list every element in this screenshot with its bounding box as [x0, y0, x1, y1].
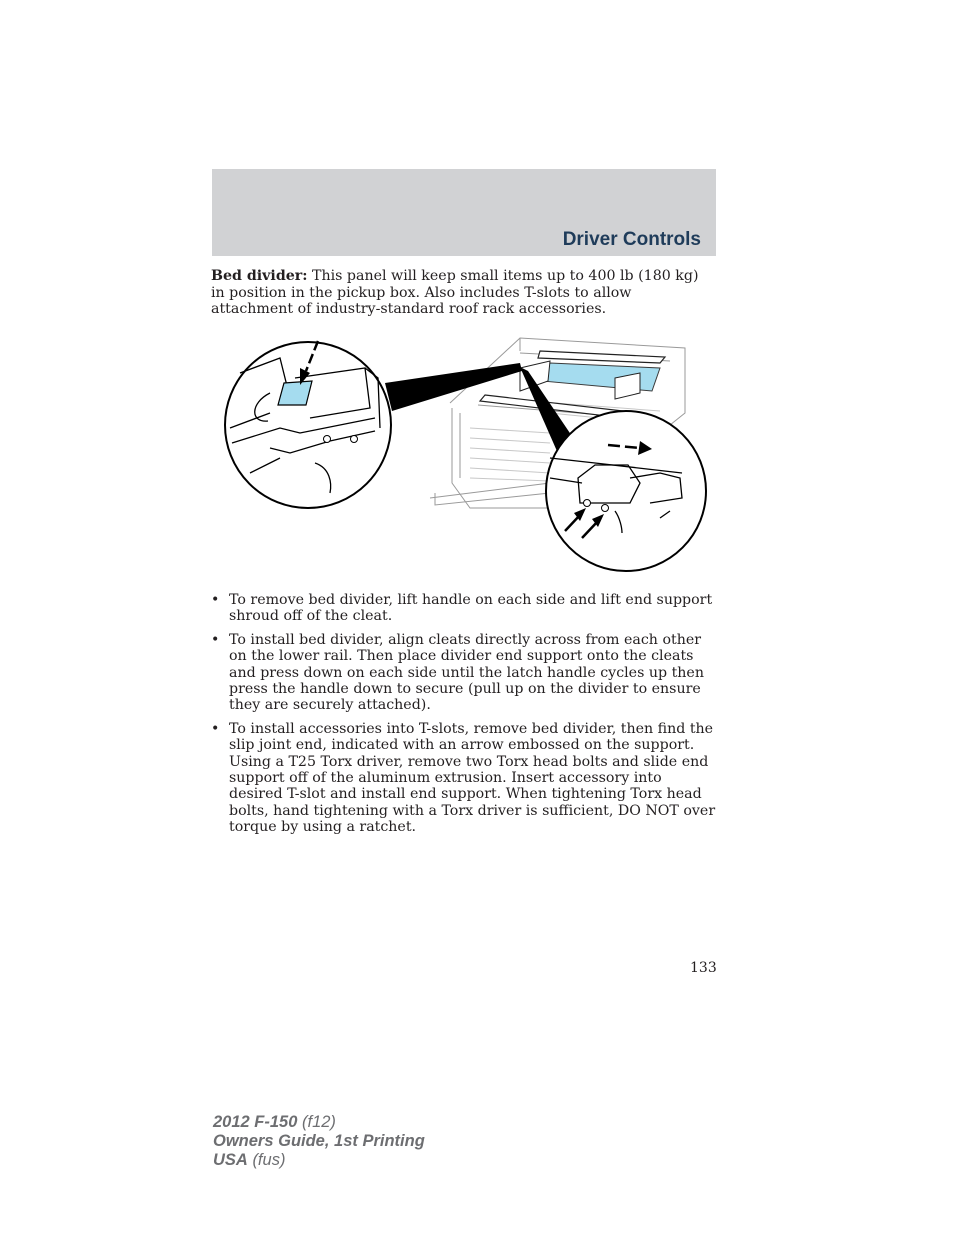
- bullet-marker: •: [211, 720, 220, 737]
- bolt-detail-circle: [546, 411, 706, 571]
- latch-handle-highlight: [278, 381, 312, 405]
- bullet-text: To remove bed divider, lift handle on each side and lift end support shroud off of the cleat.: [229, 592, 713, 625]
- footer-guide: Owners Guide, 1st Printing: [213, 1132, 425, 1150]
- bullet-marker: •: [211, 631, 220, 648]
- handle-detail-circle: [225, 341, 391, 508]
- bullet-marker: •: [211, 592, 220, 608]
- bullet-text: To install accessories into T-slots, remove bed divider, then find the slip joint end, indicated with an arrow embossed on the support. Using a T25 Torx driver, remove two Torx head bolts and slide end support off of the aluminum extrusion. Insert accessory into desired T-slot and install end support. When tightening Torx head bolts, hand tightening with a Torx driver is sufficient, DO NOT over torque by using a ratchet.: [229, 720, 716, 836]
- footer-model: 2012 F-150: [213, 1113, 298, 1131]
- footer-region: USA: [213, 1151, 248, 1169]
- list-item: [211, 592, 717, 625]
- bullet-text: To install bed divider, align cleats directly across from each other on the lower rail. Then place divider end support onto the cleats and press down on each side until the latch handle cycles up then press the handle down to secure (pull up on the divider to ensure they are securely attached).: [229, 631, 704, 714]
- document-footer: [213, 1113, 425, 1170]
- intro-text: This panel will keep small items up to 400 lb (180 kg) in position in the pickup box. Also includes T-slots to allow attachment of industry-standard roof rack accessories.: [211, 268, 699, 317]
- intro-term: Bed divider:: [211, 268, 308, 284]
- footer-region-code: (fus): [252, 1151, 286, 1169]
- list-item: [211, 632, 717, 714]
- bed-divider-panel-highlight: [542, 363, 660, 391]
- footer-model-code: (f12): [302, 1113, 336, 1131]
- instruction-list: [211, 592, 717, 843]
- section-header-band: [212, 169, 716, 256]
- intro-paragraph: [211, 268, 716, 318]
- list-item: [211, 721, 717, 836]
- page-number: 133: [690, 960, 717, 976]
- bed-divider-illustration: [220, 333, 710, 573]
- section-title: Driver Controls: [562, 229, 701, 250]
